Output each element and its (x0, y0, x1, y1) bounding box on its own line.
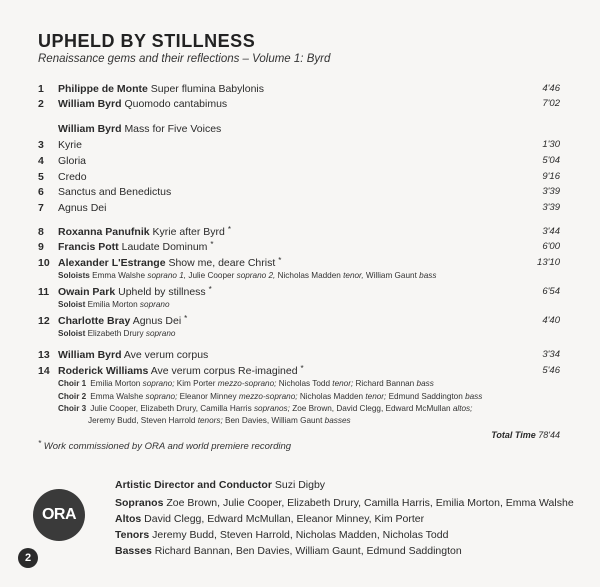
track-number: 6 (38, 186, 44, 198)
page-number: 2 (18, 548, 38, 568)
track-composer: William Byrd (58, 98, 122, 110)
track-work: Kyrie (58, 139, 82, 151)
track-work: Ave verum corpus (123, 349, 209, 361)
credits-director: Artistic Director and Conductor Suzi Digby (115, 479, 326, 491)
choir-3-continued: Jeremy Budd, Steven Harrold tenors; Ben Davies, William Gaunt basses (88, 416, 351, 425)
track-row (38, 225, 560, 239)
track-duration: 3'39 (542, 186, 560, 197)
track-number: 10 (38, 257, 50, 269)
credits-sopranos: Sopranos Zoe Brown, Julie Cooper, Elizabeth Drury, Camilla Harris, Emilia Morton, Emma Walshe (115, 497, 574, 509)
track-row (38, 256, 560, 270)
soloist-line: Soloist Emilia Morton soprano (58, 300, 170, 309)
credits-tenors: Tenors Jeremy Budd, Steven Harrold, Nicholas Madden, Nicholas Todd (115, 529, 449, 541)
track-duration: 5'04 (542, 155, 560, 166)
track-composer: Owain Park (58, 286, 116, 298)
track-work: Upheld by stillness (118, 286, 206, 298)
track-row (38, 170, 560, 184)
track-work: Credo (58, 171, 87, 183)
premiere-star: * (210, 240, 214, 249)
track-number: 4 (38, 155, 44, 167)
track-number: 3 (38, 139, 44, 151)
track-row (38, 97, 560, 111)
track-duration: 6'54 (542, 286, 560, 297)
track-number: 13 (38, 349, 50, 361)
track-work: Agnus Dei (58, 202, 107, 214)
track-composer: Charlotte Bray (58, 315, 131, 327)
footnote: * Work commissioned by ORA and world premiere recording (38, 439, 292, 452)
track-row (38, 285, 560, 299)
track-work: Ave verum corpus Re-imagined (150, 365, 298, 377)
track-work: Laudate Dominum (121, 241, 208, 253)
track-row (38, 201, 560, 215)
track-number: 7 (38, 202, 44, 214)
track-row (38, 154, 560, 168)
track-row (38, 82, 560, 96)
group-composer: William Byrd (58, 123, 122, 135)
track-work: Quomodo cantabimus (124, 98, 228, 110)
track-composer: Alexander L'Estrange (58, 257, 166, 269)
page-subtitle: Renaissance gems and their reflections – Volume 1: Byrd (38, 53, 331, 65)
credits-basses: Basses Richard Bannan, Ben Davies, William Gaunt, Edmund Saddington (115, 545, 462, 557)
track-duration: 1'30 (542, 139, 560, 150)
track-number: 14 (38, 365, 50, 377)
track-work: Gloria (58, 155, 87, 167)
track-duration: 3'34 (542, 349, 560, 360)
track-number: 12 (38, 315, 50, 327)
track-row (38, 348, 560, 362)
track-duration: 4'40 (542, 315, 560, 326)
choir-3-line: Choir 3 Julie Cooper, Elizabeth Drury, Camilla Harris sopranos; Zoe Brown, David Clegg, Edward McMullan altos; (58, 404, 473, 413)
track-number: 9 (38, 241, 44, 253)
track-composer: Francis Pott (58, 241, 119, 253)
track-number: 8 (38, 226, 44, 238)
track-composer: William Byrd (58, 349, 122, 361)
track-duration: 3'39 (542, 202, 560, 213)
track-row (38, 138, 560, 152)
mass-group-heading (58, 122, 221, 136)
track-composer: Roderick Williams (58, 365, 149, 377)
track-number: 11 (38, 286, 50, 298)
credits-altos: Altos David Clegg, Edward McMullan, Eleanor Minney, Kim Porter (115, 513, 425, 525)
soloist-line: Soloist Elizabeth Drury soprano (58, 329, 176, 338)
track-work: Super flumina Babylonis (150, 83, 264, 95)
track-number: 5 (38, 171, 44, 183)
track-work: Sanctus and Benedictus (58, 186, 172, 198)
total-time: Total Time 78'44 (491, 430, 560, 440)
track-row (38, 364, 560, 378)
track-duration: 7'02 (542, 98, 560, 109)
track-number: 1 (38, 83, 44, 95)
track-composer: Roxanna Panufnik (58, 226, 150, 238)
track-row (38, 185, 560, 199)
track-work: Kyrie after Byrd (152, 226, 225, 238)
track-work: Agnus Dei (132, 315, 182, 327)
ora-logo: ORA (33, 489, 85, 541)
premiere-star: * (208, 285, 212, 294)
track-duration: 5'46 (542, 365, 560, 376)
track-duration: 6'00 (542, 241, 560, 252)
track-composer: Philippe de Monte (58, 83, 148, 95)
premiere-star: * (227, 225, 231, 234)
track-row (38, 314, 560, 328)
premiere-star: * (184, 314, 188, 323)
premiere-star: * (278, 256, 282, 265)
group-work: Mass for Five Voices (124, 123, 222, 135)
track-duration: 13'10 (537, 257, 560, 268)
track-duration: 9'16 (542, 171, 560, 182)
choir-2-line: Choir 2 Emma Walshe soprano; Eleanor Minney mezzo-soprano; Nicholas Madden tenor; Edmund Saddington bass (58, 392, 483, 401)
track-work: Show me, deare Christ (168, 257, 276, 269)
track-row (38, 240, 560, 254)
track-number: 2 (38, 98, 44, 110)
track-duration: 3'44 (542, 226, 560, 237)
premiere-star: * (300, 364, 304, 373)
page-title: UPHELD BY STILLNESS (38, 31, 256, 51)
track-duration: 4'46 (542, 83, 560, 94)
soloists-line: Soloists Emma Walshe soprano 1, Julie Cooper soprano 2, Nicholas Madden tenor, William Gaunt bass (58, 271, 437, 280)
choir-1-line: Choir 1 Emilia Morton soprano; Kim Porter mezzo-soprano; Nicholas Todd tenor; Richard Bannan bass (58, 379, 434, 388)
